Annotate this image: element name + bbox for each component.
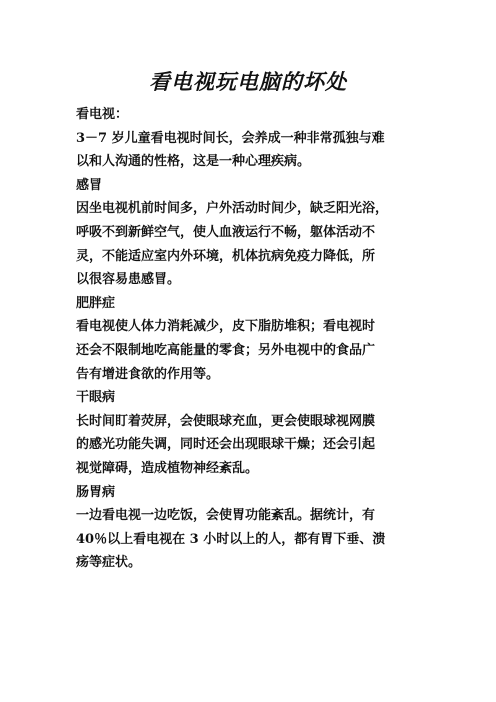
- text-line: 灵，不能适应室内外环境，机体抗病免疫力降低，所: [76, 248, 376, 264]
- text-line: 长时间盯着荧屏，会使眼球充血，更会使眼球视网膜: [76, 413, 376, 429]
- text-line: 以很容易患感冒。: [76, 272, 181, 288]
- text-line: 一边看电视一边吃饭，会使胃功能紊乱。据统计，有: [76, 508, 376, 524]
- text-line: 的感光功能失调，同时还会出现眼球干燥；还会引起: [76, 437, 376, 453]
- text-line: 40％以上看电视在 3 小时以上的人，都有胃下垂、溃: [76, 531, 386, 547]
- text-line: 告有增进食欲的作用等。: [76, 366, 220, 382]
- text-line: 呼吸不到新鲜空气，使人血液运行不畅，躯体活动不: [76, 224, 376, 240]
- section-heading: 肠胃病: [76, 484, 116, 500]
- text-line: 3－7 岁儿童看电视时间长，会养成一种非常孤独与难: [76, 130, 385, 146]
- text-line: 以和人沟通的性格，这是一种心理疾病。: [76, 154, 311, 170]
- text-line: 疡等症状。: [76, 555, 142, 571]
- section-heading: 干眼病: [76, 390, 116, 406]
- text-line: 还会不限制地吃高能量的零食；另外电视中的食品广: [76, 342, 376, 358]
- section-heading: 感冒: [76, 177, 103, 193]
- text-line: 因坐电视机前时间多，户外活动时间少，缺乏阳光浴，: [76, 201, 389, 217]
- document-title: 看电视玩电脑的坏处: [149, 69, 347, 94]
- text-line: 看电视：: [76, 107, 129, 122]
- text-line: 视觉障碍，造成植物神经紊乱。: [76, 460, 259, 476]
- section-heading: 肥胖症: [76, 295, 116, 311]
- text-line: 看电视使人体力消耗减少，皮下脂肪堆积；看电视时: [76, 319, 376, 335]
- document-body: [76, 103, 426, 575]
